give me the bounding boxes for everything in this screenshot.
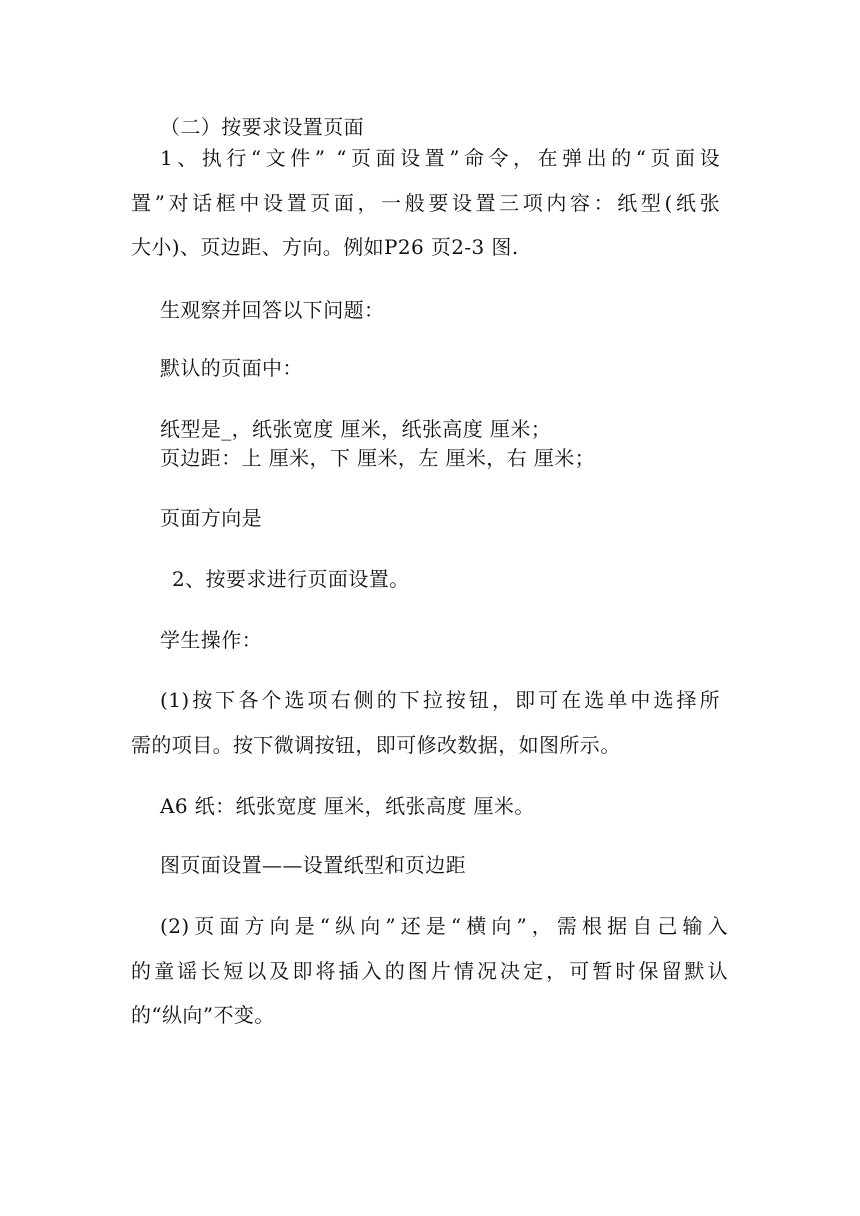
- a6-paper-line: A6 纸：纸张宽度 厘米，纸张高度 厘米。: [160, 794, 535, 818]
- observe-prompt: 生观察并回答以下问题：: [160, 298, 385, 322]
- step2-heading: 2、按要求进行页面设置。: [172, 567, 410, 591]
- paper-type-line: 纸型是_，纸张宽度 厘米，纸张高度 厘米；: [160, 417, 552, 441]
- paragraph1-line3: 大小)、页边距、方向。例如P26 页2-3 图.: [131, 235, 519, 259]
- paragraph1-line2: 置”对话框中设置页面，一般要设置三项内容：纸型(纸张: [131, 191, 720, 215]
- section-heading: （二）按要求设置页面: [160, 115, 364, 139]
- item1-line2: 需的项目。按下微调按钮，即可修改数据，如图所示。: [131, 733, 621, 757]
- orientation-line: 页面方向是: [160, 506, 262, 530]
- student-operation-label: 学生操作：: [160, 628, 262, 652]
- item2-line3: 的“纵向”不变。: [131, 1003, 275, 1027]
- item2-line1: (2)页面方向是“纵向”还是“横向”，需根据自己输入: [160, 914, 728, 938]
- margins-line: 页边距：上 厘米，下 厘米，左 厘米，右 厘米；: [160, 446, 596, 470]
- item2-line2: 的童谣长短以及即将插入的图片情况决定，可暂时保留默认: [131, 959, 728, 983]
- figure-caption: 图页面设置——设置纸型和页边距: [160, 853, 466, 877]
- default-page-label: 默认的页面中：: [160, 356, 303, 380]
- item1-line1: (1)按下各个选项右侧的下拉按钮，即可在选单中选择所: [160, 688, 720, 712]
- paragraph1-line1: 1、执行“文件” “页面设置”命令，在弹出的“页面设: [160, 146, 720, 170]
